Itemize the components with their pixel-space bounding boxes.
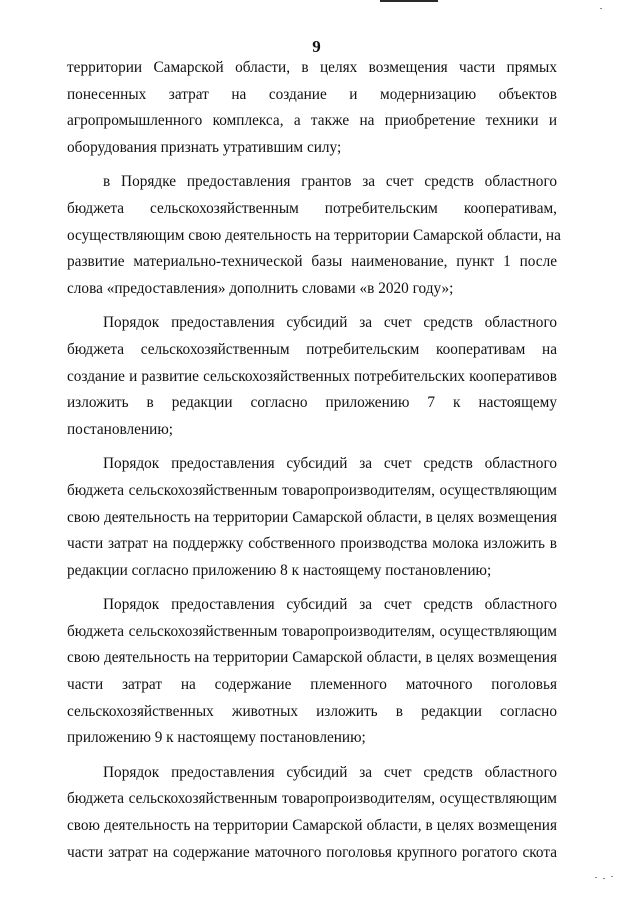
text-line: свою деятельность на территории Самарской области, в целях возмещения	[67, 649, 557, 667]
text-line: бюджета сельскохозяйственным потребительским кооперативам,	[67, 199, 557, 217]
text-line: создание и развитие сельскохозяйственных потребительских кооперативов	[67, 367, 557, 385]
scan-speck	[595, 877, 597, 878]
text-line: изложить в редакции согласно приложению 7 к настоящему	[67, 394, 557, 412]
text-line: Порядок предоставления субсидий за счет средств областного	[103, 455, 557, 473]
text-line: осуществляющим свою деятельность на территории Самарской области, на	[67, 226, 561, 244]
text-line: бюджета сельскохозяйственным товаропроизводителям, осуществляющим	[67, 622, 557, 640]
document-body	[67, 55, 561, 866]
paragraph-5	[67, 592, 557, 752]
scan-speck	[603, 878, 605, 879]
paragraph-1	[67, 55, 557, 161]
text-line: части затрат на содержание маточного поголовья крупного рогатого скота	[67, 843, 557, 861]
paragraph-6	[67, 760, 557, 866]
text-line: части затрат на поддержку собственного производства молока изложить в	[67, 535, 557, 553]
text-line: территории Самарской области, в целях возмещения части прямых	[67, 59, 557, 76]
text-line: части затрат на содержание племенного маточного поголовья	[67, 676, 557, 694]
text-line: бюджета сельскохозяйственным потребительским кооперативам на	[67, 340, 557, 358]
text-line: редакции согласно приложению 8 к настоящему постановлению;	[67, 561, 492, 579]
text-line: оборудования признать утратившим силу;	[67, 138, 342, 156]
scan-speck	[611, 876, 613, 877]
text-line: бюджета сельскохозяйственным товаропроизводителям, осуществляющим	[67, 790, 557, 808]
text-line: приложению 9 к настоящему постановлению;	[67, 729, 366, 747]
scan-edge-mark	[380, 0, 438, 2]
paragraph-3	[67, 310, 557, 443]
text-line: Порядок предоставления субсидий за счет средств областного	[103, 314, 557, 332]
page-number: 9	[312, 37, 321, 56]
text-line: развитие материально-технической базы наименование, пункт 1 после	[67, 253, 557, 271]
text-line: слова «предоставления» дополнить словами «в 2020 году»;	[67, 279, 454, 297]
scan-speck	[600, 8, 602, 9]
text-line: постановлению;	[67, 420, 173, 438]
paragraph-4	[67, 451, 557, 584]
text-line: свою деятельность на территории Самарской области, в целях возмещения	[67, 508, 557, 526]
text-line: агропромышленного комплекса, а также на приобретение техники и	[67, 112, 557, 130]
text-line: Порядок предоставления субсидий за счет средств областного	[103, 596, 557, 614]
text-line: сельскохозяйственных животных изложить в редакции согласно	[67, 702, 557, 720]
text-line: понесенных затрат на создание и модернизацию объектов	[67, 85, 557, 103]
text-line: свою деятельность на территории Самарской области, в целях возмещения	[67, 817, 557, 835]
text-line: в Порядке предоставления грантов за счет средств областного	[103, 173, 557, 191]
paragraph-2	[67, 169, 561, 302]
text-line: бюджета сельскохозяйственным товаропроизводителям, осуществляющим	[67, 481, 557, 499]
text-line: Порядок предоставления субсидий за счет средств областного	[103, 763, 557, 781]
